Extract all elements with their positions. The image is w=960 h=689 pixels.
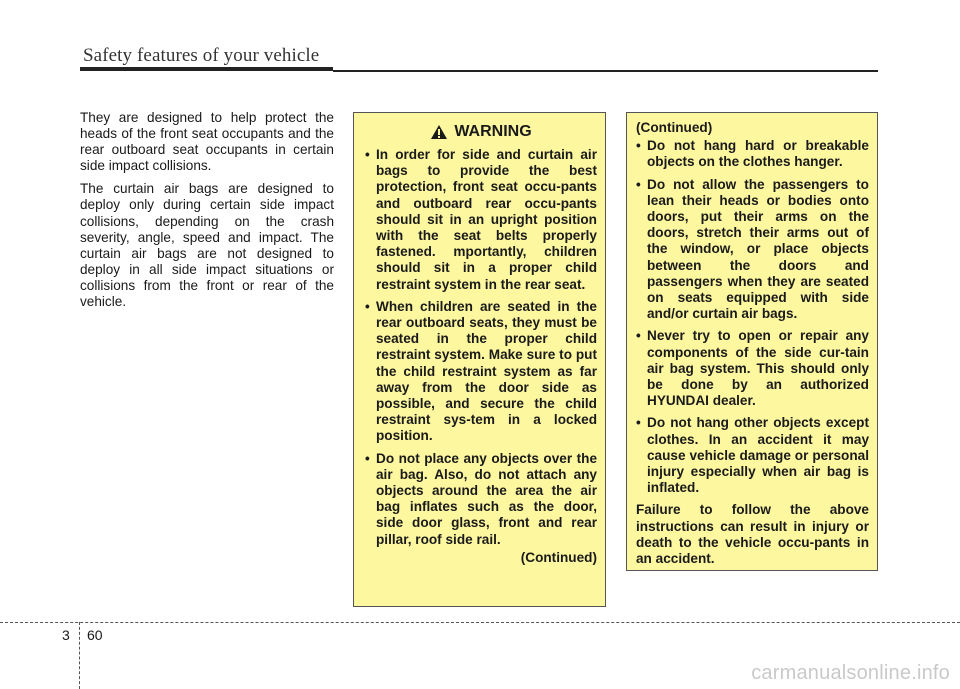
warning-triangle-icon	[430, 124, 448, 140]
warning-bullet	[636, 415, 869, 496]
section-number: 3	[62, 627, 70, 643]
continued-label: (Continued)	[636, 120, 713, 135]
warning-bullet-text: Do not place any objects over the air bag. Also, do not attach any objects around the area the air bag inflates such as the door, side door glass, front and rear pillar, roof side rail.	[376, 450, 597, 547]
bullet-dot-icon: •	[365, 147, 370, 162]
header-rule-thick	[80, 67, 333, 71]
bullet-dot-icon: •	[365, 298, 370, 314]
footer-vertical-rule	[79, 622, 80, 689]
warning-bullet	[365, 299, 597, 445]
warning-bullet	[636, 177, 869, 323]
warning-bullet-text: Never try to open or repair any components of the side cur-tain air bag system. This should only be done by an authorized HYUNDAI dealer.	[647, 328, 869, 409]
page-number: 60	[87, 627, 103, 643]
warning-bullet	[636, 138, 869, 170]
warning-closing-text: Failure to follow the above instructions can result in injury or death to the vehicle occu-pants in an accident.	[636, 502, 869, 567]
continued-label: (Continued)	[520, 549, 597, 565]
warning-bullet-text: Do not hang other objects except clothes. In an accident it may cause vehicle damage or personal injury especially when air bag is inflated.	[647, 415, 869, 496]
warning-panel-right	[626, 112, 878, 571]
header-rule-thin	[333, 70, 878, 72]
bullet-dot-icon: •	[636, 328, 641, 344]
footer-dashed-rule	[0, 622, 960, 623]
warning-bullet	[636, 328, 869, 409]
bullet-dot-icon: •	[636, 415, 641, 431]
page-header-title: Safety features of your vehicle	[83, 45, 320, 66]
warning-bullet-text: In order for side and curtain air bags to provide the best protection, front seat occu-pants and outboard rear occu-pants should sit in an upright position with the seat belts properly fastened. mportantly, children should sit in a proper child restraint system in the rear seat.	[376, 147, 597, 292]
warning-bullet-text: Do not allow the passengers to lean their heads or bodies onto doors, put their arms on the doors, stretch their arms out of the window, or place objects between the doors and passengers when they are seated on seats equipped with side and/or curtain air bags.	[647, 176, 869, 322]
bullet-dot-icon: •	[365, 450, 370, 466]
intro-text-column	[80, 110, 334, 317]
warning-heading	[365, 123, 597, 141]
bullet-dot-icon: •	[636, 176, 641, 192]
warning-bullet-text: When children are seated in the rear outboard seats, they must be seated in the proper child restraint system. Make sure to put the child restraint system as far away from the door side as possible, and secure the child restraint sys-tem in a locked position.	[376, 298, 597, 444]
watermark: carmanualsonline.info	[751, 662, 950, 684]
warning-bullet	[365, 451, 597, 548]
warning-bullet	[365, 147, 597, 293]
bullet-dot-icon: •	[636, 138, 641, 154]
warning-bullet-text: Do not hang hard or breakable objects on the clothes hanger.	[647, 138, 869, 170]
warning-title: WARNING	[454, 123, 532, 140]
warning-panel-left	[353, 112, 606, 607]
intro-paragraph: The curtain air bags are designed to deploy only during certain side impact collisions, depending on the crash severity, angle, speed and impact. The curtain air bags are not designed to deploy in all side impact situations or collisions from the front or rear of the vehicle.	[80, 181, 334, 310]
intro-paragraph: They are designed to help protect the heads of the front seat occupants and the rear outboard seat occupants in certain side impact collisions.	[80, 110, 334, 174]
